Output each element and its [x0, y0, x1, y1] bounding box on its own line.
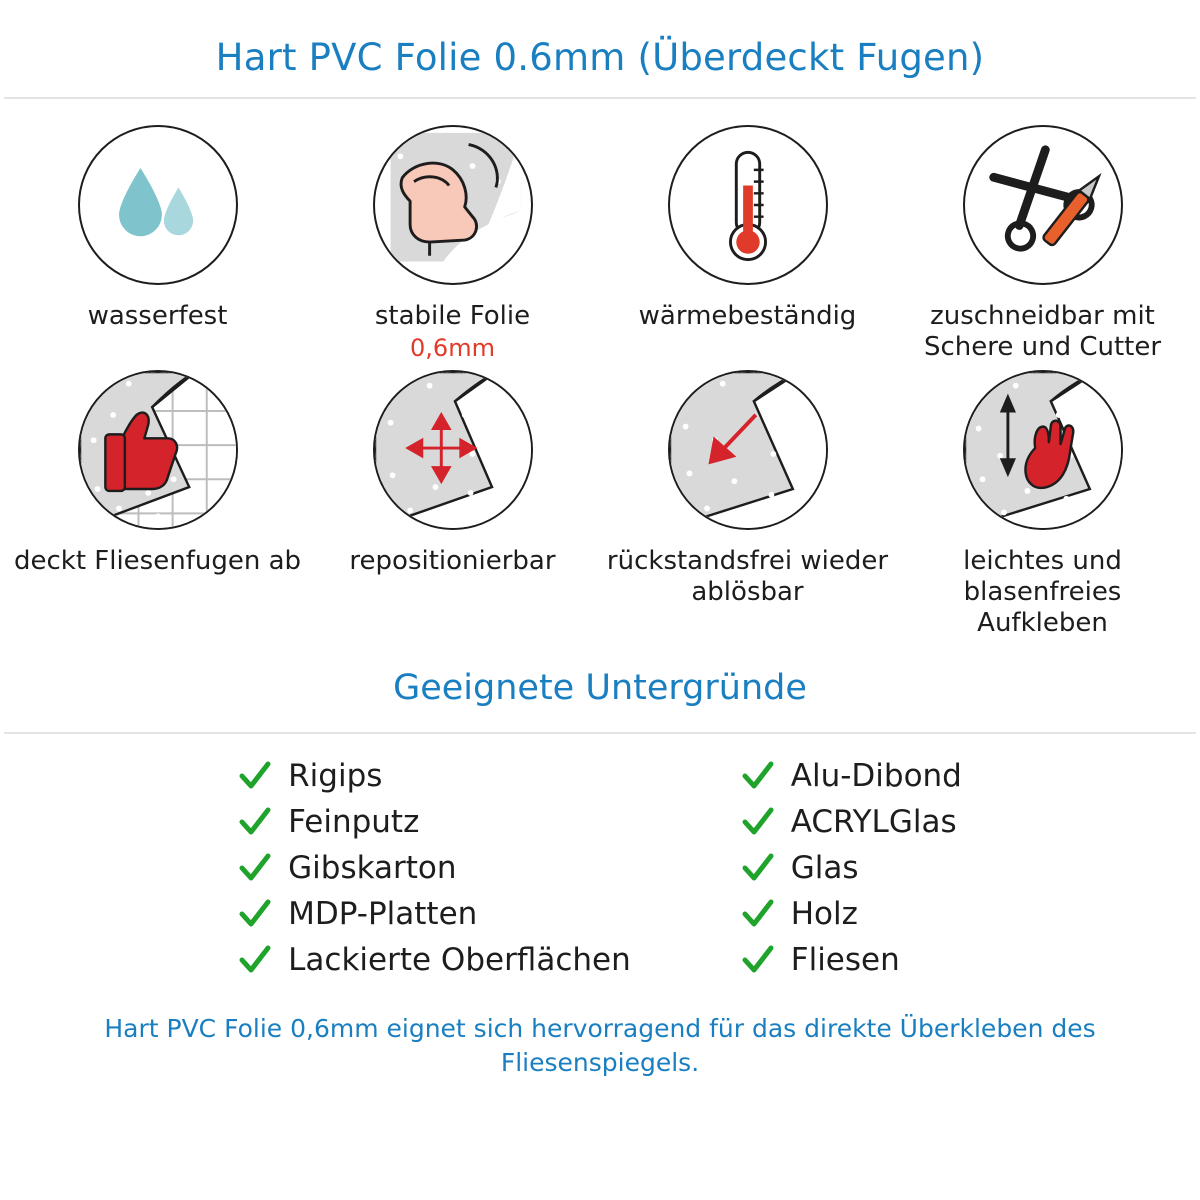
feature-label: stabile Folie — [374, 301, 531, 331]
feature-grid — [10, 125, 1190, 640]
list-item — [741, 804, 962, 840]
list-item-label: Feinputz — [288, 804, 420, 841]
feature-label: repositionierbar — [349, 546, 556, 577]
feature-label: wärmebeständig — [638, 301, 857, 331]
list-item-label: Rigips — [288, 758, 383, 795]
page-title: Hart PVC Folie 0.6mm (Überdeckt Fugen) — [215, 36, 985, 79]
feature-item — [10, 370, 305, 640]
check-icon — [238, 759, 272, 793]
list-item — [741, 942, 962, 978]
feature-label: deckt Fliesenfugen ab — [13, 546, 302, 577]
feature-label: leichtes und blasenfreies Aufkleben — [963, 546, 1122, 638]
feature-label: wasserfest — [87, 301, 228, 331]
check-icon — [238, 943, 272, 977]
thermometer-icon — [668, 125, 828, 285]
section-divider — [4, 732, 1196, 734]
flexing-arm-icon — [373, 125, 533, 285]
check-icon — [741, 805, 775, 839]
section-title-untergruende: Geeignete Untergründe — [393, 668, 807, 709]
list-item — [741, 758, 962, 794]
header-divider — [4, 97, 1196, 99]
check-icon — [238, 897, 272, 931]
list-item — [238, 804, 631, 840]
peel-arrow-icon — [668, 370, 828, 530]
thumbs-up-tiles-icon — [78, 370, 238, 530]
check-icon — [741, 851, 775, 885]
list-item — [238, 942, 631, 978]
check-icon — [741, 759, 775, 793]
check-icon — [741, 943, 775, 977]
move-arrows-icon — [373, 370, 533, 530]
list-item-label: ACRYLGlas — [790, 804, 957, 841]
list-item-label: MDP-Platten — [288, 896, 478, 933]
scissors-cutter-icon — [963, 125, 1123, 285]
feature-item — [895, 125, 1190, 364]
feature-label: zuschneidbar mit Schere und Cutter — [923, 301, 1162, 362]
list-item — [741, 896, 962, 932]
check-icon — [238, 851, 272, 885]
feature-item — [600, 370, 895, 640]
list-item — [238, 850, 631, 886]
feature-item — [600, 125, 895, 364]
untergruende-column-left — [238, 758, 631, 978]
feature-item — [10, 125, 305, 364]
list-item-label: Alu-Dibond — [790, 758, 962, 795]
hand-smoothing-icon — [963, 370, 1123, 530]
list-item-label: Fliesen — [790, 942, 900, 979]
feature-item — [305, 370, 600, 640]
check-icon — [741, 897, 775, 931]
check-icon — [238, 805, 272, 839]
water-drops-icon — [78, 125, 238, 285]
list-item-label: Gibskarton — [288, 850, 457, 887]
untergruende-column-right — [741, 758, 962, 978]
feature-item — [305, 125, 600, 364]
feature-item — [895, 370, 1190, 640]
untergruende-lists — [0, 758, 1200, 978]
list-item-label: Lackierte Oberflächen — [288, 942, 631, 979]
footnote-text: Hart PVC Folie 0,6mm eignet sich hervorragend für das direkte Überkleben des Fliesenspiegels. — [104, 1014, 1096, 1078]
list-item — [238, 758, 631, 794]
list-item-label: Holz — [790, 896, 858, 933]
feature-label: rückstandsfrei wieder ablösbar — [606, 546, 889, 608]
feature-sublabel: 0,6mm — [410, 333, 495, 362]
list-item — [741, 850, 962, 886]
list-item-label: Glas — [790, 850, 859, 887]
list-item — [238, 896, 631, 932]
